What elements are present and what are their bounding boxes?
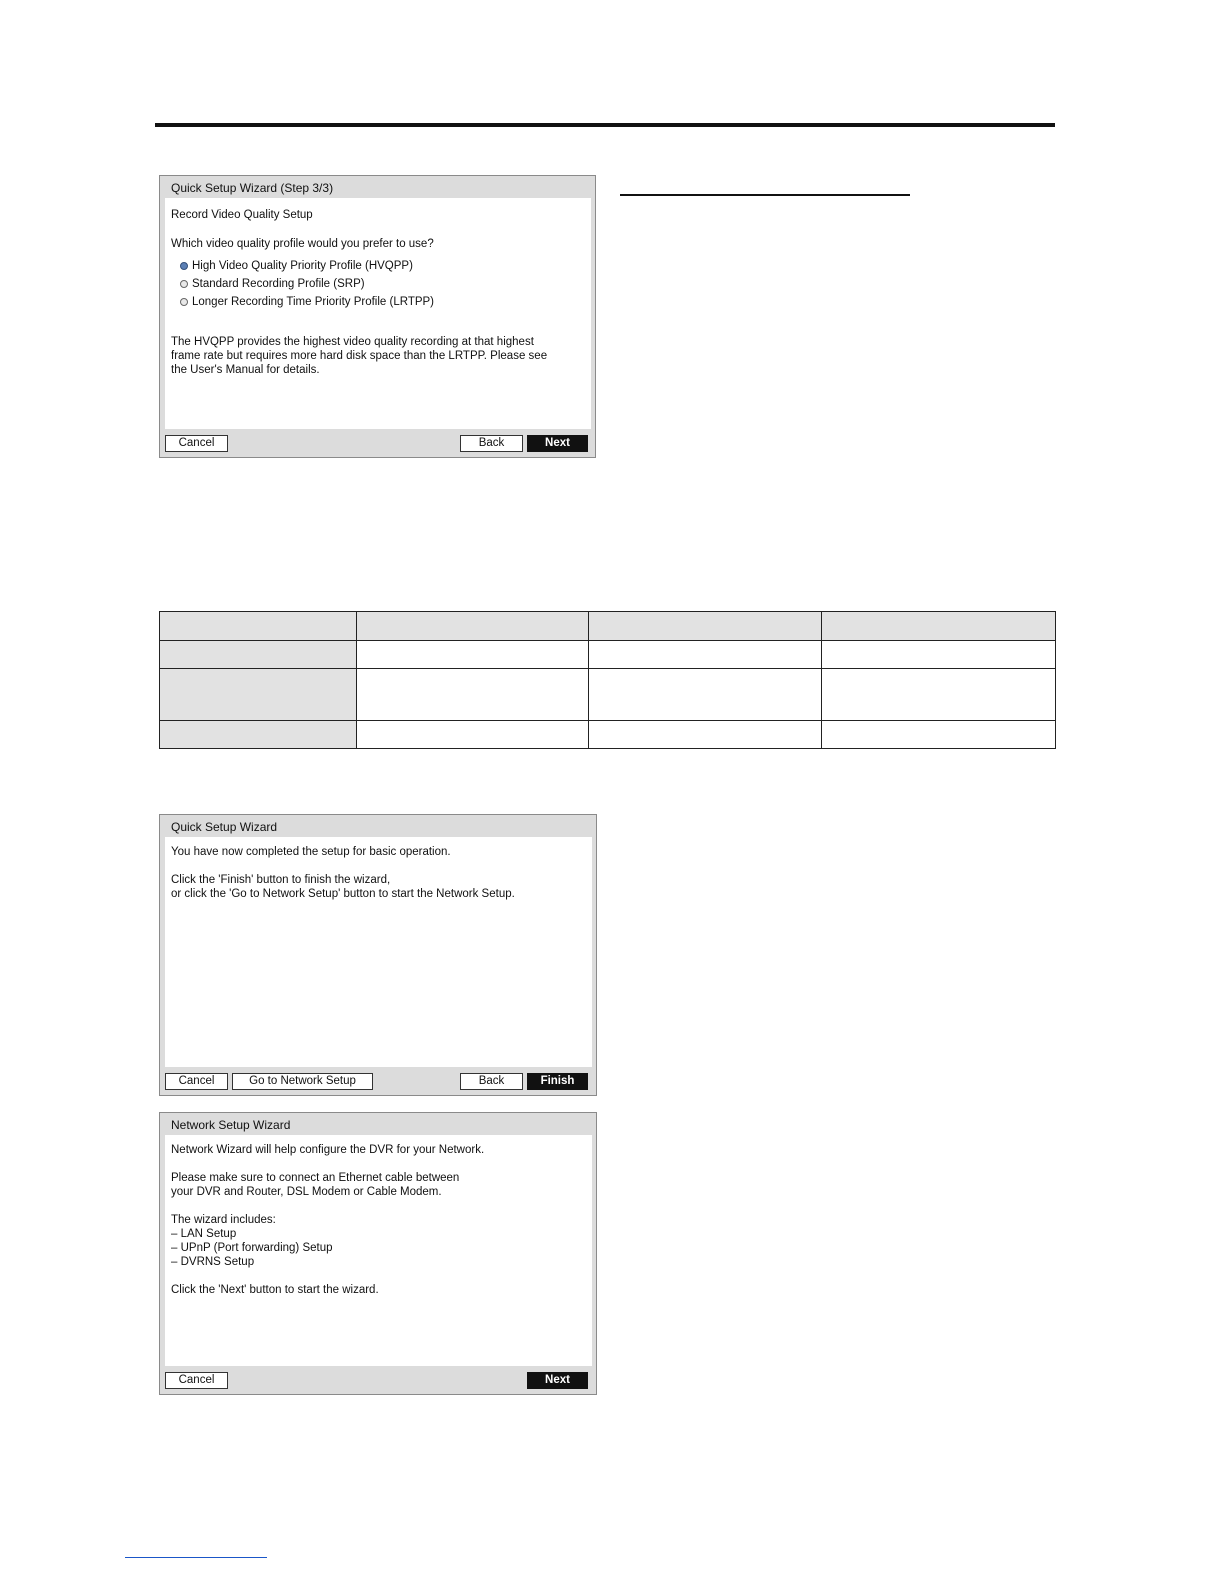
table-cell xyxy=(589,721,822,749)
radio-option-lrtpp[interactable] xyxy=(180,293,585,311)
body-line: Network Wizard will help configure the DVR for your Network. xyxy=(171,1144,485,1156)
dialog-title: Quick Setup Wizard xyxy=(171,820,278,834)
go-to-network-setup-button[interactable]: Go to Network Setup xyxy=(232,1073,373,1090)
back-button[interactable]: Back xyxy=(460,435,523,452)
table-cell xyxy=(589,641,822,669)
table-cell xyxy=(160,721,357,749)
section-heading-underline xyxy=(620,194,910,196)
dialog-question: Which video quality profile would you prefer to use? xyxy=(171,238,434,250)
dialog-footer xyxy=(160,429,595,457)
table-cell xyxy=(357,641,589,669)
dialog-title: Quick Setup Wizard (Step 3/3) xyxy=(171,181,334,195)
quick-setup-finish-dialog xyxy=(159,814,597,1096)
body-line: Click the 'Next' button to start the wizard. xyxy=(171,1284,379,1296)
dialog-body xyxy=(165,1135,592,1366)
radio-label: Longer Recording Time Priority Profile (LRTPP) xyxy=(192,296,435,308)
page-header-rule xyxy=(155,123,1055,127)
body-line: The wizard includes: xyxy=(171,1214,276,1226)
finish-button[interactable]: Finish xyxy=(527,1073,588,1090)
table-cell xyxy=(822,669,1056,721)
radio-unselected-icon xyxy=(180,298,188,306)
table-row xyxy=(160,612,1056,641)
cancel-button[interactable]: Cancel xyxy=(165,435,228,452)
dialog-footer xyxy=(160,1067,596,1095)
dialog-body xyxy=(165,837,592,1067)
table-row xyxy=(160,641,1056,669)
radio-option-hvqpp[interactable] xyxy=(180,257,585,275)
table-cell xyxy=(160,612,357,641)
description-line: the User's Manual for details. xyxy=(171,364,320,376)
table-cell xyxy=(822,641,1056,669)
back-button[interactable]: Back xyxy=(460,1073,523,1090)
radio-unselected-icon xyxy=(180,280,188,288)
table-cell xyxy=(589,612,822,641)
dialog-body xyxy=(165,198,591,429)
table-row xyxy=(160,669,1056,721)
footer-link-underline xyxy=(125,1557,267,1558)
table-cell xyxy=(822,612,1056,641)
table-cell xyxy=(357,612,589,641)
radio-selected-icon xyxy=(180,262,188,270)
next-button[interactable]: Next xyxy=(527,1372,588,1389)
description-line: The HVQPP provides the highest video quality recording at that highest xyxy=(171,336,534,348)
table-cell xyxy=(160,641,357,669)
dialog-title: Network Setup Wizard xyxy=(171,1118,291,1132)
table-cell xyxy=(160,669,357,721)
table-cell xyxy=(589,669,822,721)
next-button[interactable]: Next xyxy=(527,435,588,452)
body-line: or click the 'Go to Network Setup' button to start the Network Setup. xyxy=(171,888,515,900)
radio-option-srp[interactable] xyxy=(180,275,585,293)
table-cell xyxy=(822,721,1056,749)
profile-comparison-table xyxy=(159,611,1056,749)
body-line: You have now completed the setup for basic operation. xyxy=(171,846,451,858)
network-setup-dialog xyxy=(159,1112,597,1395)
radio-label: High Video Quality Priority Profile (HVQPP) xyxy=(192,260,413,272)
description-line: frame rate but requires more hard disk space than the LRTPP. Please see xyxy=(171,350,548,362)
dialog-heading: Record Video Quality Setup xyxy=(171,209,313,221)
body-line: – UPnP (Port forwarding) Setup xyxy=(171,1242,333,1254)
table-row xyxy=(160,721,1056,749)
cancel-button[interactable]: Cancel xyxy=(165,1073,228,1090)
cancel-button[interactable]: Cancel xyxy=(165,1372,228,1389)
quick-setup-step3-dialog xyxy=(159,175,596,458)
body-line: – DVRNS Setup xyxy=(171,1256,255,1268)
dialog-footer xyxy=(160,1366,596,1394)
body-line: your DVR and Router, DSL Modem or Cable Modem. xyxy=(171,1186,442,1198)
body-line: – LAN Setup xyxy=(171,1228,237,1240)
table-cell xyxy=(357,721,589,749)
body-line: Please make sure to connect an Ethernet cable between xyxy=(171,1172,460,1184)
radio-label: Standard Recording Profile (SRP) xyxy=(192,278,365,290)
table-cell xyxy=(357,669,589,721)
body-line: Click the 'Finish' button to finish the wizard, xyxy=(171,874,391,886)
